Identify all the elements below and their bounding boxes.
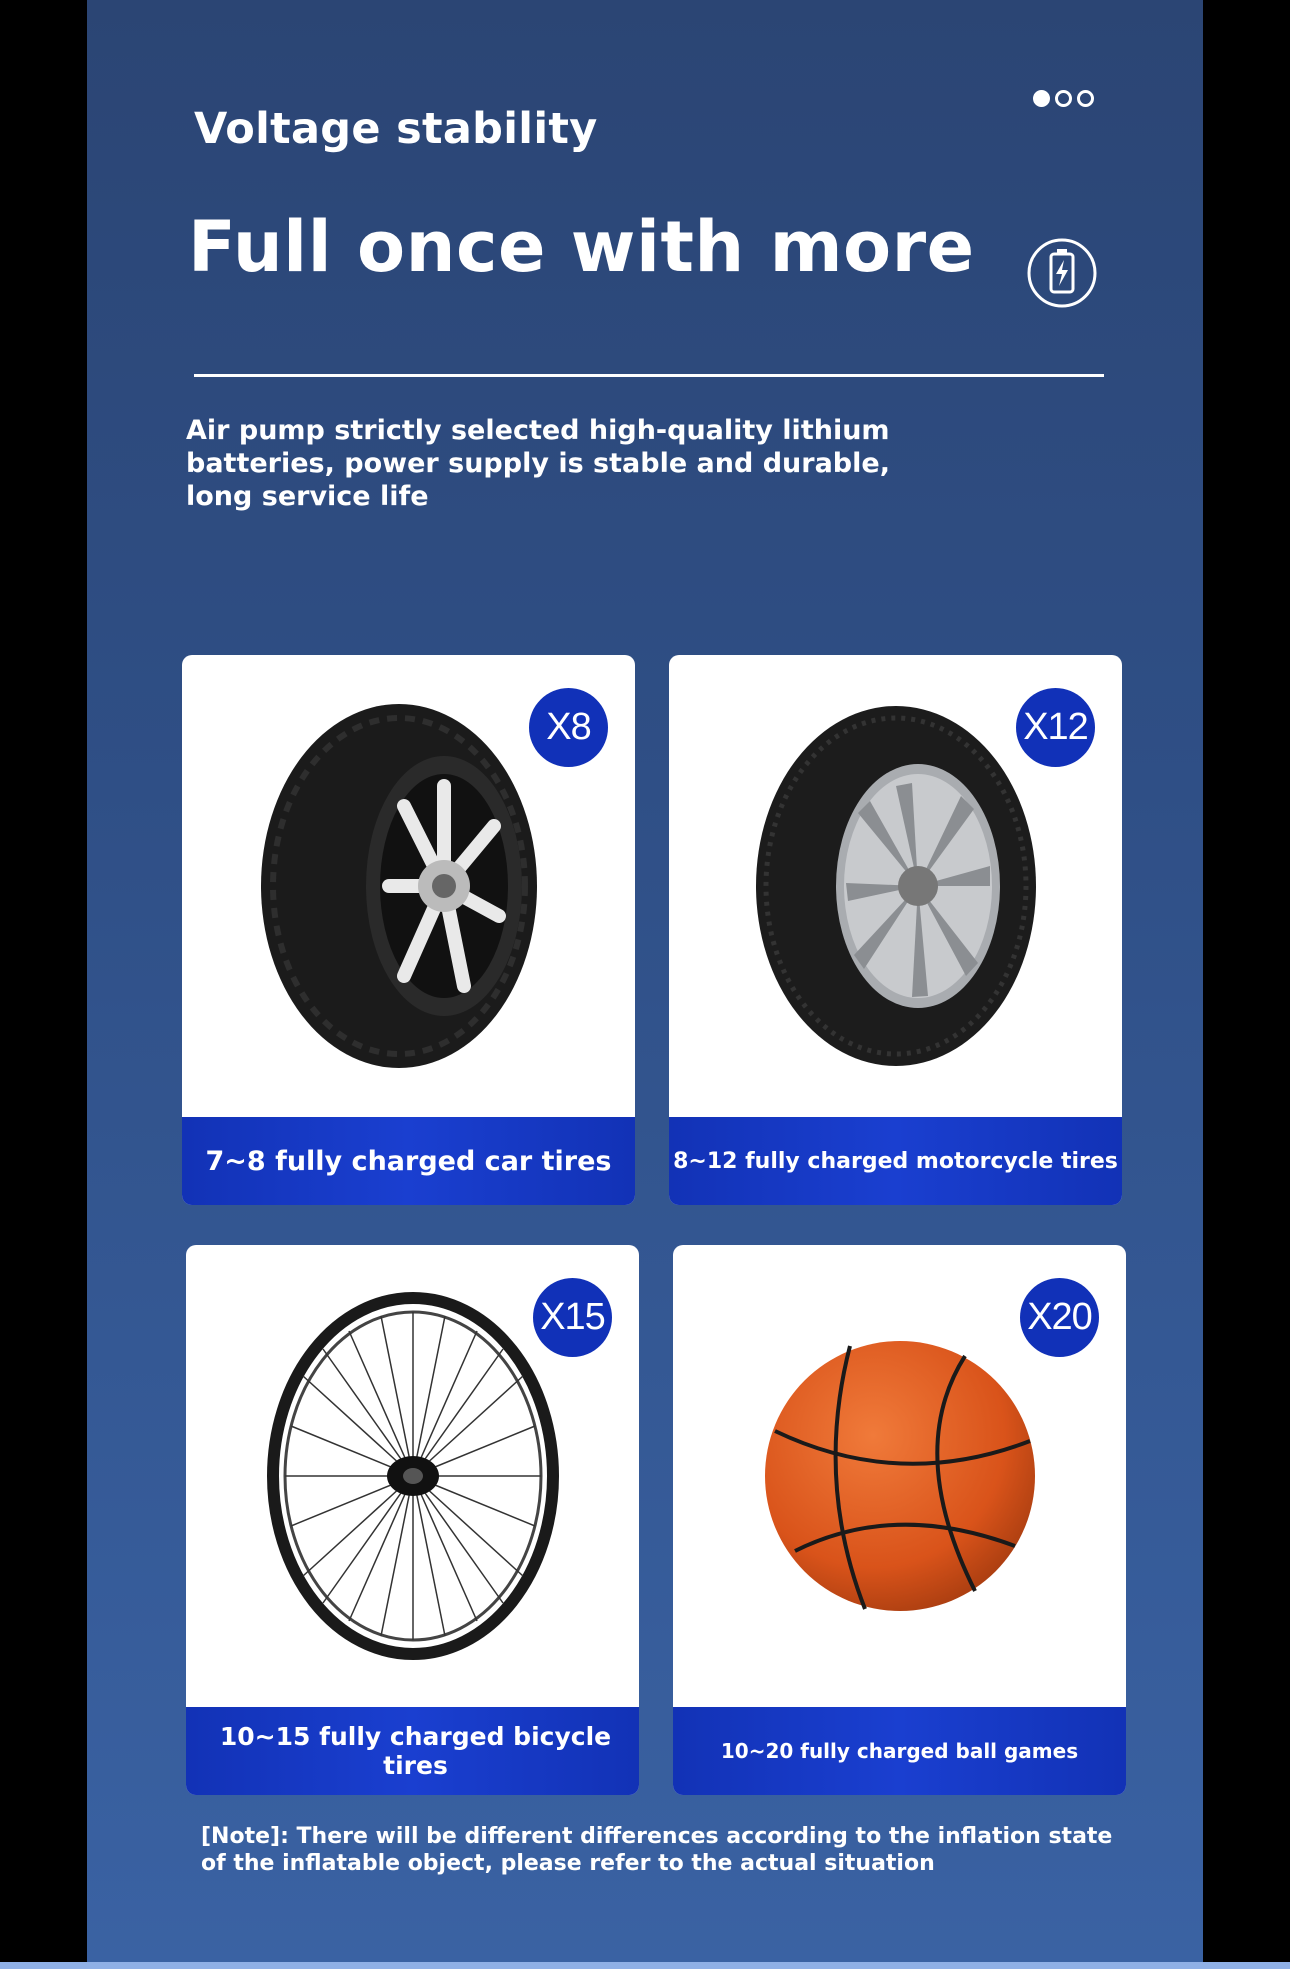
card-label: 7~8 fully charged car tires <box>182 1117 635 1205</box>
pagination-dot-2[interactable] <box>1055 90 1072 107</box>
multiplier-badge: X8 <box>529 688 608 767</box>
basketball-icon <box>755 1331 1045 1621</box>
multiplier-badge: X15 <box>533 1278 612 1357</box>
card-bicycle-tires <box>186 1245 639 1795</box>
card-car-tires <box>182 655 635 1205</box>
multiplier-badge: X20 <box>1020 1278 1099 1357</box>
feature-panel <box>87 0 1203 1962</box>
card-label: 10~15 fully charged bicycle tires <box>186 1707 639 1795</box>
bicycle-wheel-icon <box>263 1291 563 1661</box>
card-motorcycle-tires <box>669 655 1122 1205</box>
card-label: 10~20 fully charged ball games <box>673 1707 1126 1795</box>
bottom-strip <box>0 1962 1290 1969</box>
motorcycle-tire-icon <box>746 701 1046 1071</box>
footnote: [Note]: There will be different differences according to the inflation state of the inflatable object, please refer to the actual situation <box>201 1824 1113 1876</box>
battery-charging-icon <box>1026 237 1098 309</box>
card-label: 8~12 fully charged motorcycle tires <box>669 1117 1122 1205</box>
multiplier-badge: X12 <box>1016 688 1095 767</box>
pagination-dot-3[interactable] <box>1077 90 1094 107</box>
description-text: Air pump strictly selected high-quality lithium batteries, power supply is stable and durable, long service life <box>186 415 890 512</box>
page-title: Full once with more <box>188 206 975 288</box>
pagination-dots <box>1033 90 1094 107</box>
pagination-dot-1[interactable] <box>1033 90 1050 107</box>
section-subtitle: Voltage stability <box>194 104 598 154</box>
card-ball-games <box>673 1245 1126 1795</box>
header-divider <box>194 374 1104 377</box>
car-tire-icon <box>259 696 559 1076</box>
